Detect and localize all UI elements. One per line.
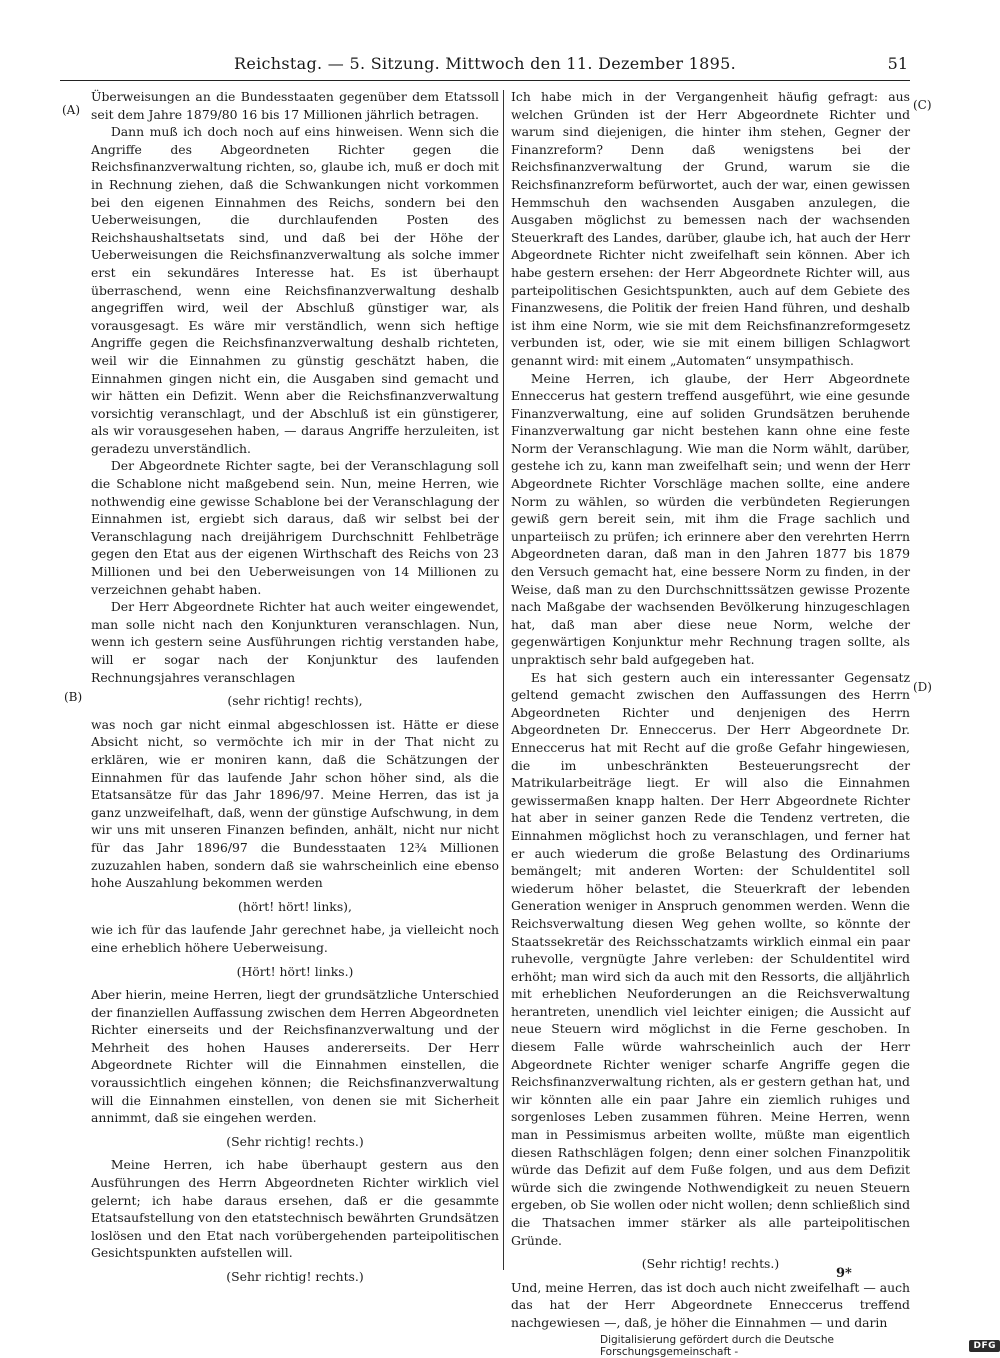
page-number: 51 <box>887 54 908 73</box>
footer-credit <box>600 1334 1000 1358</box>
header-title: Reichstag. — 5. Sitzung. Mittwoch den 11. Dezember 1895. <box>234 54 736 73</box>
right-paragraph: Ich habe mich in der Vergangenheit häufig gefragt: aus welchen Gründen ist der Herr Abgeordnete Richter und warum sind diejenigen, die hinter ihm stehen, Gegner der Finanzreform? Denn daß wenigstens bei der Reichsfinanzverwaltung der Grund, warum sie die Reichsfinanzreform befürwortet, auch der war, einen gewissen Hemmschuh den wachsenden Ausgaben anzulegen, die Ausgaben möglichst zu bemessen nach der wachsenden Steuerkraft des Landes, darüber, glaube ich, hat auch der Herr Abgeordnete Richter nicht zweifelhaft sein können. Aber ich habe gestern ersehen: der Herr Abgeordnete Richter will, aus parteipolitischen Gesichtspunkten, auch auf dem Gebiete des Finanzwesens, die Politik der freien Hand führen, und deshalb ist ihm eine Norm, wie sie mit dem Reichsfinanzreformgesetz verbunden ist, oder, wie sie mit einem billigen Schlagwort genannt wird: mit einem „Automaten“ unsympathisch. <box>511 89 910 368</box>
footer-text: Digitalisierung gefördert durch die Deutsche Forschungsgemeinschaft - <box>600 1334 834 1358</box>
left-interjection: (Sehr richtig! rechts.) <box>226 1269 364 1284</box>
left-interjection: (Sehr richtig! rechts.) <box>226 1133 364 1149</box>
right-paragraph: Und, meine Herren, das ist doch auch nicht zweifelhaft — auch das hat der Herr Abgeordnete Enneccerus treffend nachgewiesen —, daß, je höher die Einnahmen — und darin <box>511 1279 910 1330</box>
left-paragraph: Überweisungen an die Bundesstaaten gegenüber dem Etatssoll seit dem Jahre 1879/80 16 bis 17 Millionen jährlich betragen. <box>91 89 499 122</box>
left-text-column <box>91 88 499 1284</box>
left-paragraph: was noch gar nicht einmal abgeschlossen ist. Hätte er diese Absicht nicht, so vermöchte ich mir in der That nicht zu erklären, wie er moniren kann, daß die Schätzungen der Einnahmen für das laufende Jahr schon höher sind, als die Etatsansätze für das Jahr 1896/97. Meine Herren, das ist ja ganz unzweifelhaft, daß, wenn der günstige Aufschwung, in dem wir uns mit unseren Finanzen befinden, anhält, nicht nur nicht für das Jahr 1896/97 die Bundesstaaten 12¾ Millionen zuzuzahlen haben, sondern daß sie wahrscheinlich eine ebenso hohe Auszahlung bekommen werden <box>91 716 499 891</box>
margin-marker-b: (B) <box>64 690 83 704</box>
column-divider <box>503 90 504 1270</box>
margin-marker-c: (C) <box>913 98 932 112</box>
margin-marker-a: (A) <box>62 103 81 117</box>
right-paragraph: Es hat sich gestern auch ein interessanter Gegensatz geltend gemacht zwischen den Auffassungen des Herrn Abgeordneten Richter und denjenigen des Herrn Abgeordneten Dr. Enneccerus. Der Herr Abgeordnete Dr. Enneccerus hat mit Recht auf die große Gefahr hingewiesen, die im unbeschränkten Besteuerungsrecht der Matrikularbeiträge liegt. Er will also die Einnahmen gewissermaßen knapp halten. Der Herr Abgeordnete Richter hat aber in seiner ganzen Rede die Tendenz vertreten, die Einnahmen möglichst hoch zu veranschlagen, und ferner hat er auch wiederum die große Belastung des Ordinariums bemängelt; mit anderen Worten: der Schuldentitel soll wiederum höher belastet, die Steuerkraft der lebenden Generation weniger in Anspruch genommen werden. Wenn die Reichsverwaltung diesen Weg gehen wollte, so könnte der Staatssekretär des Reichsschatzamts wirklich einmal ein paar ruhevolle, vergnügte Jahre verleben: der Schuldentitel wird erhöht; man wird sich da auch mit den Ressorts, die alljährlich mit erheblichen Neuforderungen an die Reichsverwaltung herantreten, unendlich viel leichter einigen; die Aussicht auf neue Steuern wird möglichst in die Ferne geschoben. In diesem Falle würde wahrscheinlich auch der Herr Abgeordnete Richter weniger scharfe Angriffe gegen die Reichsfinanzverwaltung richten, als er gestern gethan hat, und wir könnten alle ein paar Jahre ein ziemlich ruhiges und sorgenloses Leben zusammen führen. Meine Herren, wenn man in Pessimismus arbeiten wollte, müßte man eigentlich diesen Rathschlägen folgen; denn einer solchen Finanzpolitik würde das Defizit auf dem Fuße folgen, und aus dem Defizit würde sich die zwingende Nothwendigkeit zu neuen Steuern ergeben, ob Sie wollen oder nicht wollen; denn schließlich sind die Thatsachen immer stärker als alle parteipolitischen Gründe. <box>511 669 910 1248</box>
left-paragraph: Der Herr Abgeordnete Richter hat auch weiter eingewendet, man solle nicht nach den Konjunkturen veranschlagen. Nun, wenn ich gestern seine Ausführungen richtig verstanden habe, will er sogar nach der Konjunktur des laufenden Rechnungsjahres veranschlagen <box>91 599 499 685</box>
margin-marker-d: (D) <box>913 680 932 694</box>
left-paragraph: Der Abgeordnete Richter sagte, bei der Veranschlagung soll die Schablone nicht maßgebend sein. Nun, meine Herren, wie nothwendig eine gewisse Schablone bei der Veranschlagung der Einnahmen ist, ergiebt sich daraus, daß wir selbst bei der Veranschlagung nach dreijährigem Durchschnitt Fehlbeträge gegen den Etat aus der eigenen Wirthschaft des Reichs von 23 Millionen und bei den Ueberweisungen von 14 Millionen zu verzeichnen gehabt haben. <box>91 458 499 597</box>
right-paragraph: Meine Herren, ich glaube, der Herr Abgeordnete Enneccerus hat gestern treffend ausgeführt, wie eine gesunde Finanzverwaltung, eine auf soliden Grundsätzen beruhende Finanzverwaltung gar nicht bestehen kann ohne eine feste Norm der Veranschlagung. Wie man die Norm wählt, darüber, gestehe ich zu, kann man zweifelhaft sein; und wenn der Herr Abgeordnete Richter Vorschläge machen sollte, eine andere Norm zu wählen, so würden die verbündeten Regierungen gewiß gern bereit sein, mit ihm die Frage sachlich und unparteiisch zu prüfen; ich erinnere aber den verehrten Herrn Abgeordneten daran, daß man in den Jahren 1877 bis 1879 den Versuch gemacht hat, eine bessere Norm zu finden, in der Weise, daß man zu den Durchschnittssätzen gewisse Prozente nach Maßgabe der wachsenden Bevölkerung hinzugeschlagen hat, daß man aber diese neue Norm, welche der gegenwärtigen Konjunktur mehr Rechnung tragen sollte, als unpraktisch sehr bald aufgegeben hat. <box>511 370 910 667</box>
left-paragraph: Meine Herren, ich habe überhaupt gestern aus den Ausführungen des Herrn Abgeordneten Richter wirklich viel gelernt; ich habe daraus ersehen, daß er die gesammte Etatsaufstellung von den etatstechnisch bewährten Grundsätzen loslösen und den Etat nach vorübergehenden parteipolitischen Gesichtspunkten aufstellen will. <box>91 1157 499 1261</box>
signature-mark: 9* <box>836 1266 852 1281</box>
left-paragraph: Dann muß ich doch noch auf eins hinweisen. Wenn sich die Angriffe des Abgeordneten Richter gegen die Reichsfinanzverwaltung richten, so, glaube ich, muß er doch mit in Rechnung ziehen, daß die Schwankungen nicht vorkommen bei den eigenen Einnahmen des Reichs, sondern bei den Ueberweisungen, die durchlaufenden Posten des Reichshaushaltsetats sind, und daß bei der Höhe der Ueberweisungen die Reichsfinanzverwaltung als solche immer erst ein sekundäres Interesse hat. Es ist überhaupt überraschend, wenn eine Reichsfinanzverwaltung deshalb angegriffen wird, weil der Abschluß günstiger war, als vorausgesagt. Es wäre mir verständlich, wenn sich heftige Angriffe gegen die Reichsfinanzverwaltung deshalb richteten, weil wir die Einnahmen zu günstig geschätzt haben, die Einnahmen gingen nicht ein, die Ausgaben sind gemacht und wir hätten ein Defizit. Wenn aber die Reichsfinanzverwaltung vorsichtig veranschlagt, und der Abschluß ist ein günstigerer, als wir vorausgesehen haben, — daraus Angriffe herzuleiten, ist geradezu unverständlich. <box>91 124 499 456</box>
right-text-column <box>511 88 910 1330</box>
left-paragraph: wie ich für das laufende Jahr gerechnet habe, ja vielleicht noch eine erheblich höhere Ueberweisung. <box>91 922 499 955</box>
running-header <box>60 50 910 81</box>
left-interjection: (hört! hört! links), <box>238 898 352 914</box>
dfg-logo: DFG <box>969 1340 1000 1352</box>
left-paragraph: Aber hierin, meine Herren, liegt der grundsätzliche Unterschied der finanziellen Auffassung zwischen dem Herren Abgeordneten Richter einerseits und der Reichsfinanzverwaltung und der Mehrheit des hohen Hauses andererseits. Der Herr Abgeordnete Richter will die Einnahmen einstellen, die voraussichtlich eingehen können; die Reichsfinanzverwaltung will die Einnahmen einstellen, von denen sie mit Sicherheit annimmt, daß sie eingehen werden. <box>91 987 499 1126</box>
right-interjection: (Sehr richtig! rechts.) <box>641 1256 780 1272</box>
left-interjection: (sehr richtig! rechts), <box>227 693 363 709</box>
left-interjection: (Hört! hört! links.) <box>236 963 354 979</box>
